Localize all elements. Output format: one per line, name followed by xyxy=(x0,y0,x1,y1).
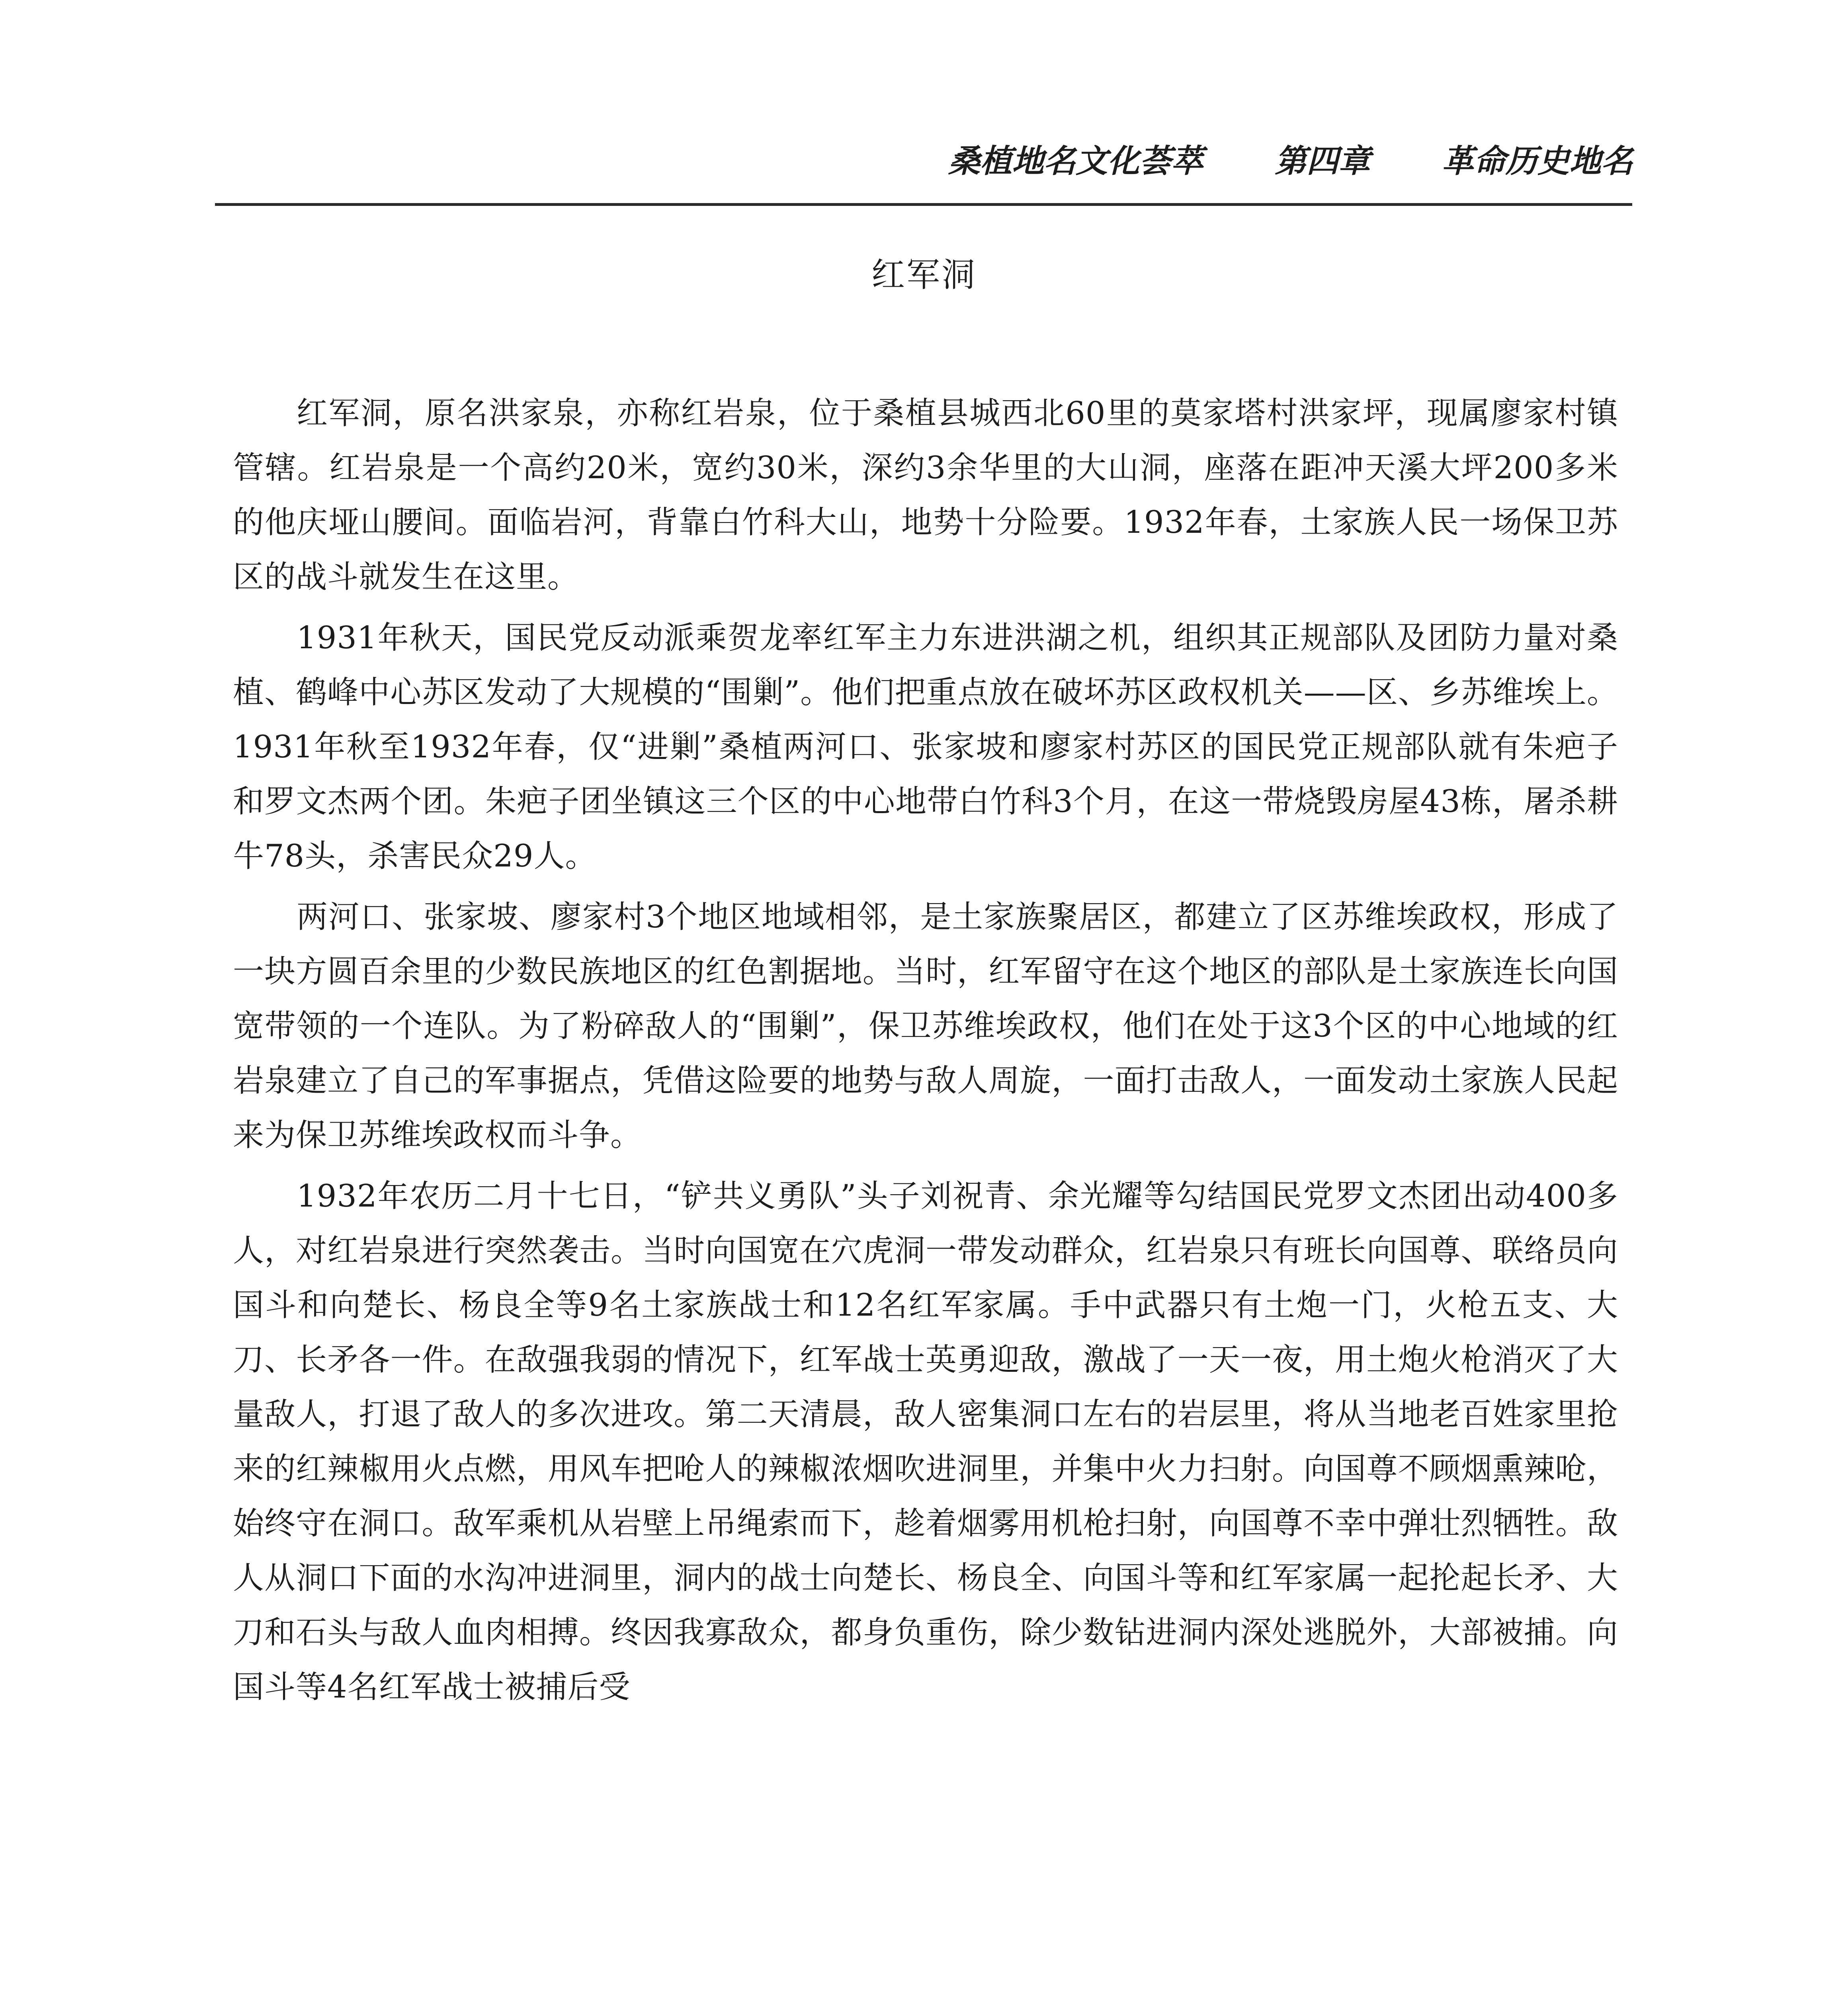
header-book-title: 桑植地名文化荟萃 xyxy=(948,143,1203,180)
header-rule xyxy=(215,203,1632,206)
article-body xyxy=(233,386,1618,1721)
paragraph: 红军洞，原名洪家泉，亦称红岩泉，位于桑植县城西北60里的莫家塔村洪家坪，现属廖家村镇管辖。红岩泉是一个高约20米，宽约30米，深约3余华里的大山洞，座落在距冲天溪大坪200多米的他庆垭山腰间。面临岩河，背靠白竹科大山，地势十分险要。1932年春，土家族人民一场保卫苏区的战斗就发生在这里。 xyxy=(233,395,1618,595)
paragraph: 两河口、张家坡、廖家村3个地区地域相邻，是土家族聚居区，都建立了区苏维埃政权，形成了一块方圆百余里的少数民族地区的红色割据地。当时，红军留守在这个地区的部队是土家族连长向国宽带领的一个连队。为了粉碎敌人的“围剿”，保卫苏维埃政权，他们在处于这3个区的中心地域的红岩泉建立了自己的军事据点，凭借这险要的地势与敌人周旋，一面打击敌人，一面发动土家族人民起来为保卫苏维埃政权而斗争。 xyxy=(233,899,1618,1153)
header-chapter: 第四章 xyxy=(1275,143,1370,180)
header-section: 革命历史地名 xyxy=(1442,143,1633,180)
article-title: 红军洞 xyxy=(871,255,977,294)
running-header xyxy=(948,141,1633,181)
paragraph: 1932年农历二月十七日，“铲共义勇队”头子刘祝青、余光耀等勾结国民党罗文杰团出动400多人，对红岩泉进行突然袭击。当时向国宽在穴虎洞一带发动群众，红岩泉只有班长向国尊、联络员向国斗和向楚长、杨良全等9名土家族战士和12名红军家属。手中武器只有土炮一门，火枪五支、大刀、长矛各一件。在敌强我弱的情况下，红军战士英勇迎敌，激战了一天一夜，用土炮火枪消灭了大量敌人，打退了敌人的多次进攻。第二天清晨，敌人密集洞口左右的岩层里，将从当地老百姓家里抢来的红辣椒用火点燃，用风车把呛人的辣椒浓烟吹进洞里，并集中火力扫射。向国尊不顾烟熏辣呛，始终守在洞口。敌军乘机从岩壁上吊绳索而下，趁着烟雾用机枪扫射，向国尊不幸中弹壮烈牺牲。敌人从洞口下面的水沟冲进洞里，洞内的战士向楚长、杨良全、向国斗等和红军家属一起抡起长矛、大刀和石头与敌人血肉相搏。终因我寡敌众，都身负重伤，除少数钻进洞内深处逃脱外，大部被捕。向国斗等4名红军战士被捕后受 xyxy=(233,1178,1618,1705)
paragraph: 1931年秋天，国民党反动派乘贺龙率红军主力东进洪湖之机，组织其正规部队及团防力量对桑植、鹤峰中心苏区发动了大规模的“围剿”。他们把重点放在破坏苏区政权机关——区、乡苏维埃上。1931年秋至1932年春，仅“进剿”桑植两河口、张家坡和廖家村苏区的国民党正规部队就有朱疤子和罗文杰两个团。朱疤子团坐镇这三个区的中心地带白竹科3个月，在这一带烧毁房屋43栋，屠杀耕牛78头，杀害民众29人。 xyxy=(233,620,1618,874)
